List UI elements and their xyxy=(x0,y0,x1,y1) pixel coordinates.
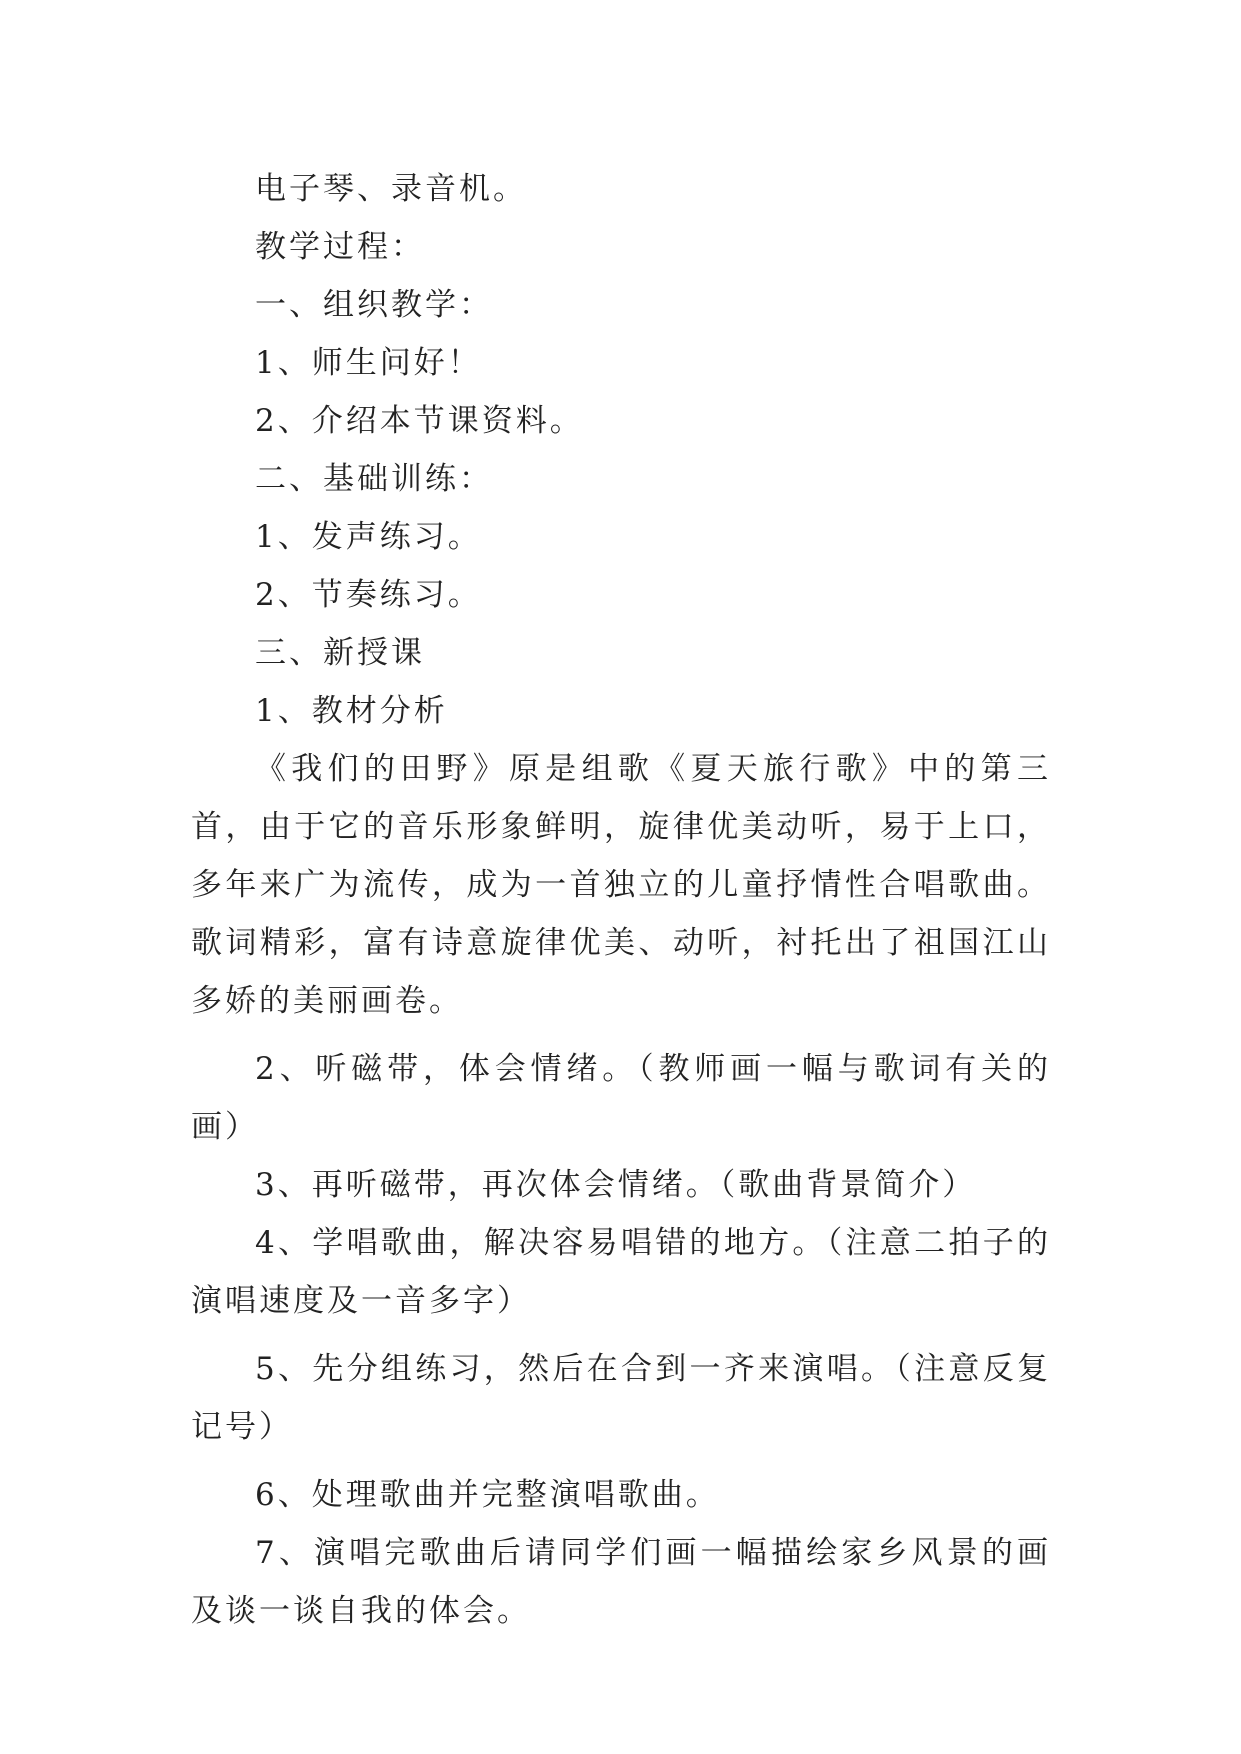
paragraph-song-intro: 《我们的田野》原是组歌《夏天旅行歌》中的第三首，由于它的音乐形象鲜明，旋律优美动听，易于上口，多年来广为流传，成为一首独立的儿童抒情性合唱歌曲。歌词精彩，富有诗意旋律优美、动听，衬托出了祖国江山多娇的美丽画卷。 xyxy=(191,751,1051,1019)
list-item: 1、发声练习。 xyxy=(255,519,482,555)
list-item: 1、师生问好！ xyxy=(255,345,482,381)
paragraph-step-3: 3、再听磁带，再次体会情绪。（歌曲背景简介） xyxy=(255,1167,977,1203)
paragraph-step-6: 6、处理歌曲并完整演唱歌曲。 xyxy=(255,1477,720,1513)
paragraph-step-5: 5、先分组练习，然后在合到一齐来演唱。（注意反复记号） xyxy=(191,1351,1051,1445)
paragraph-step-4: 4、学唱歌曲，解决容易唱错的地方。（注意二拍子的演唱速度及一音多字） xyxy=(191,1225,1051,1319)
text-line-materials: 电子琴、录音机。 xyxy=(255,171,527,207)
section-heading-basic-training: 二、基础训练： xyxy=(255,461,493,497)
paragraph-step-7: 7、演唱完歌曲后请同学们画一幅描绘家乡风景的画及谈一谈自我的体会。 xyxy=(191,1535,1051,1629)
text-line-teaching-process: 教学过程： xyxy=(255,229,425,265)
list-item: 2、介绍本节课资料。 xyxy=(255,403,584,439)
section-heading-organize: 一、组织教学： xyxy=(255,287,493,323)
section-heading-new-lesson: 三、新授课 xyxy=(255,635,425,671)
paragraph-step-2: 2、听磁带，体会情绪。（教师画一幅与歌词有关的画） xyxy=(191,1051,1051,1145)
document-page xyxy=(191,160,1051,1640)
list-item: 1、教材分析 xyxy=(255,693,448,729)
list-item: 2、节奏练习。 xyxy=(255,577,482,613)
